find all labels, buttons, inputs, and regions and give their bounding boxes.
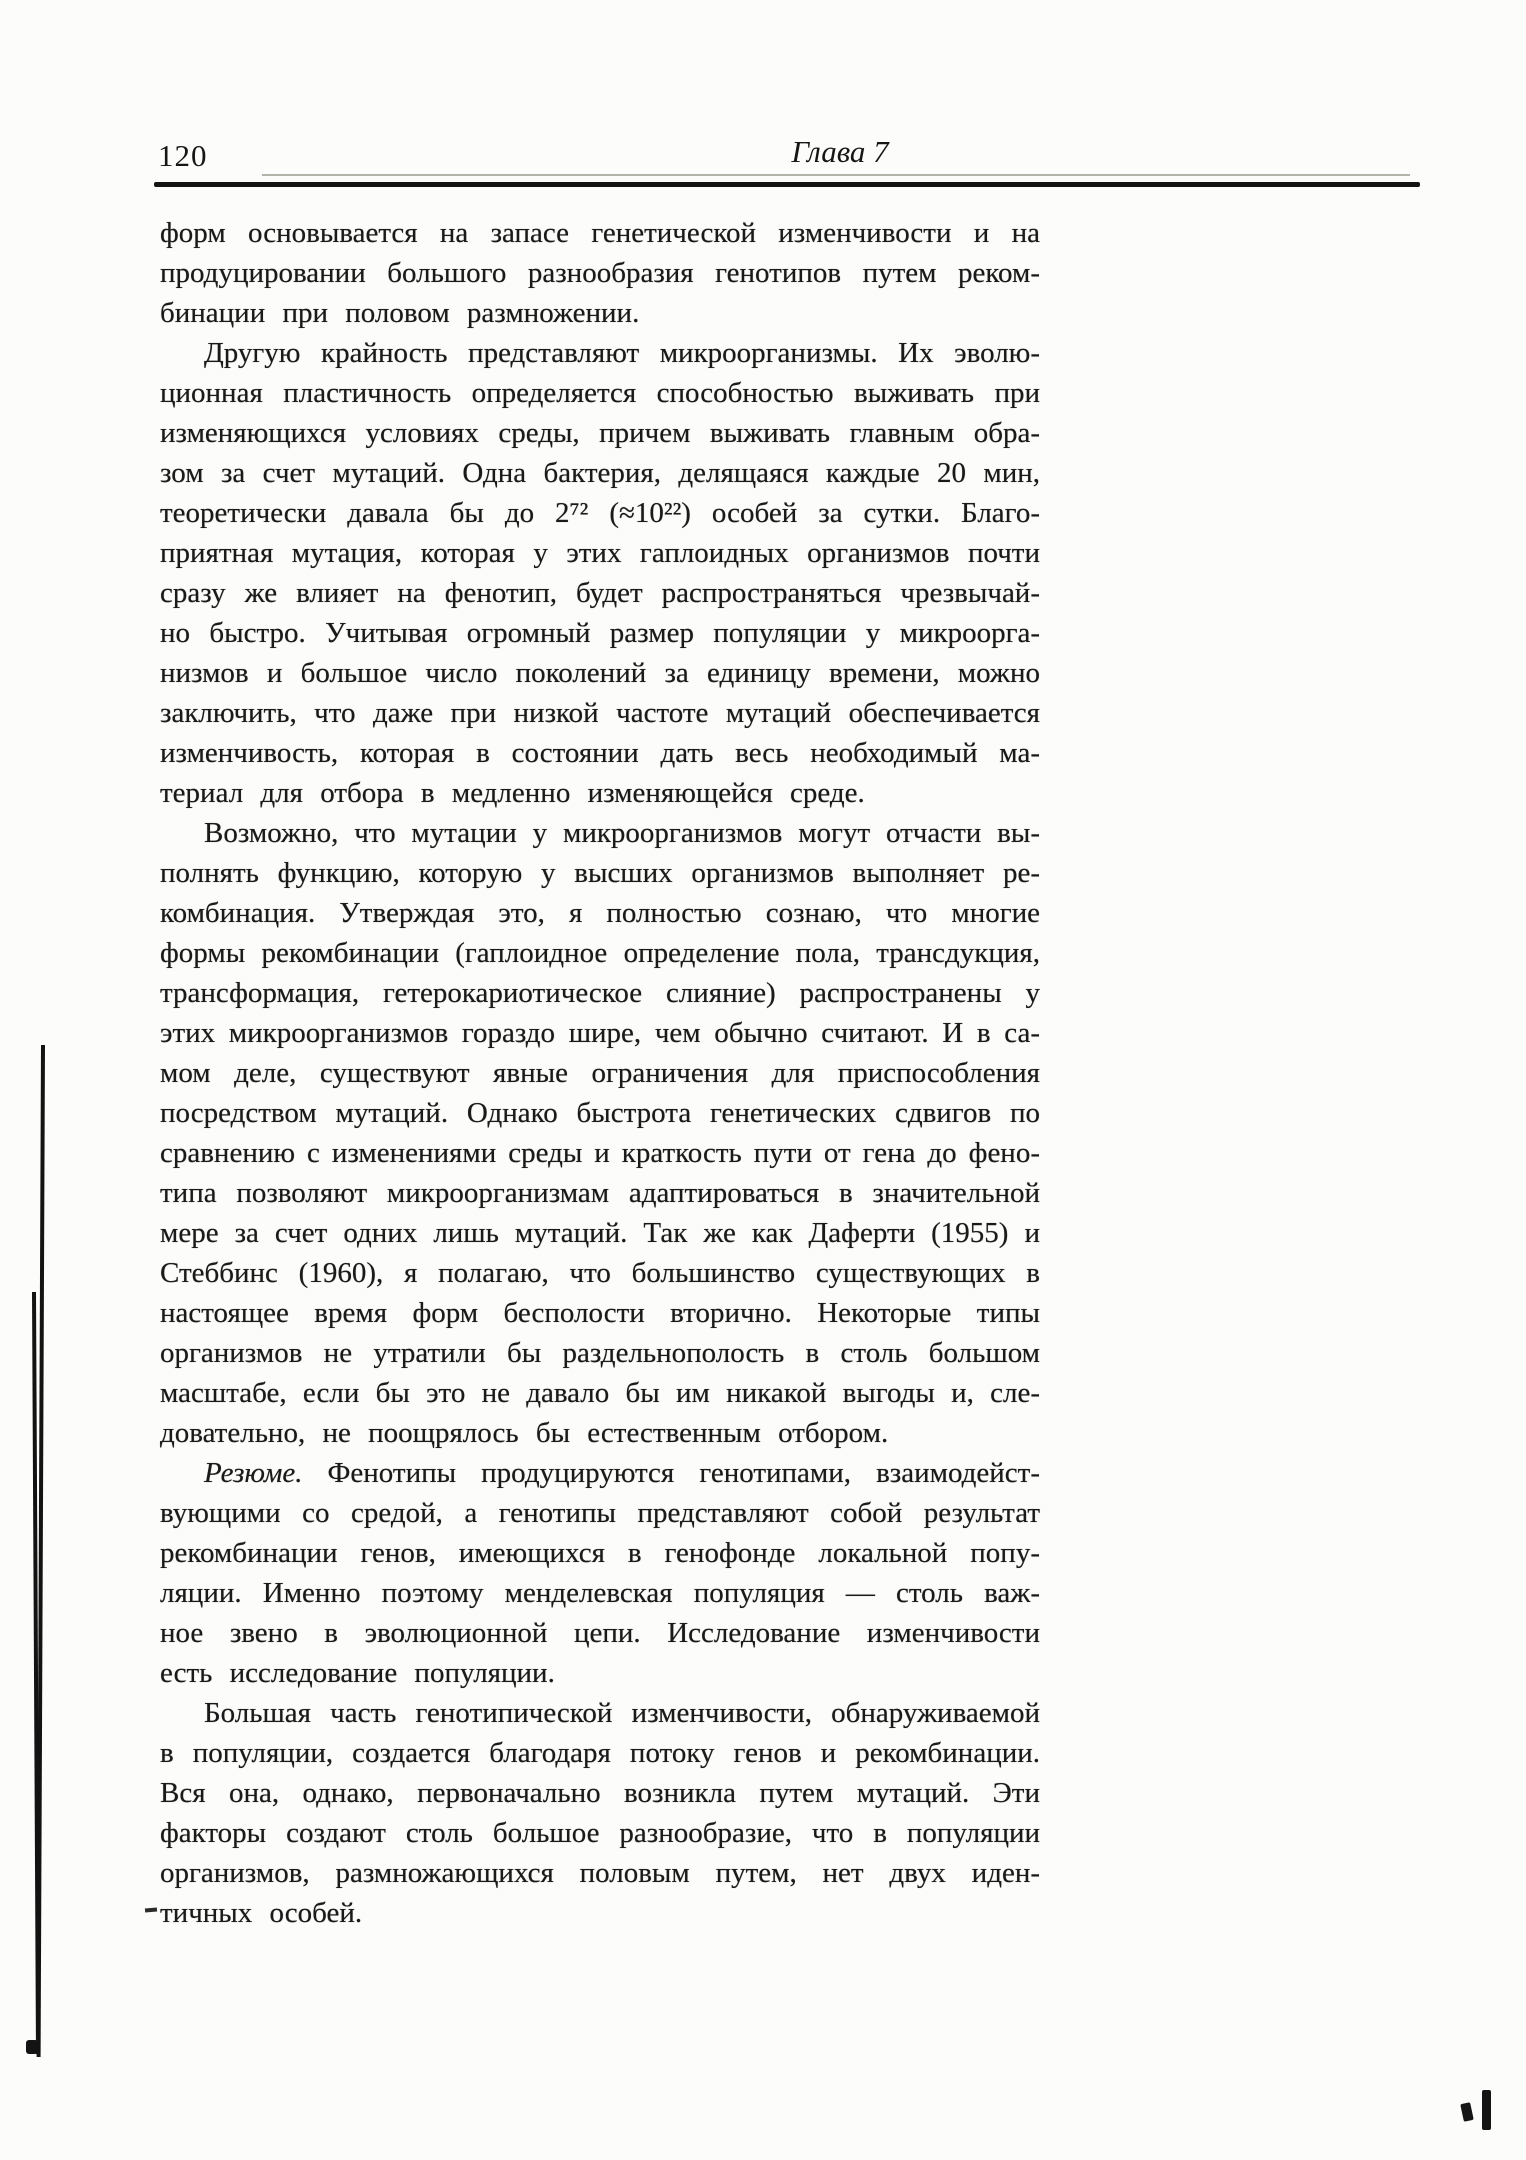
body-line: зом за счет мутаций. Одна бактерия, делящаяся каждые 20 мин, bbox=[160, 457, 1040, 489]
body-line: рекомбинации генов, имеющихся в генофонде локальной попу- bbox=[160, 1537, 1040, 1569]
body-line: приятная мутация, которая у этих гаплоидных организмов почти bbox=[160, 537, 1040, 569]
body-line: но быстро. Учитывая огромный размер популяции у микроорга- bbox=[160, 617, 1040, 649]
body-line: мере за счет одних лишь мутаций. Так же как Даферти (1955) и bbox=[160, 1217, 1040, 1249]
body-line: Большая часть генотипической изменчивости, обнаруживаемой bbox=[204, 1697, 1040, 1729]
body-line: Вся она, однако, первоначально возникла путем мутаций. Эти bbox=[160, 1777, 1040, 1809]
body-line: масштабе, если бы это не давало бы им никакой выгоды и, сле- bbox=[160, 1377, 1040, 1409]
body-line: изменчивость, которая в состоянии дать весь необходимый ма- bbox=[160, 737, 1040, 769]
body-line: продуцировании большого разнообразия генотипов путем реком- bbox=[160, 257, 1040, 289]
body-line: Стеббинс (1960), я полагаю, что большинство существующих в bbox=[160, 1257, 1040, 1289]
body-line: Другую крайность представляют микроорганизмы. Их эволю- bbox=[204, 337, 1040, 369]
body-line: тичных особей. bbox=[160, 1897, 363, 1929]
header-rule bbox=[154, 182, 1420, 187]
body-line: посредством мутаций. Однако быстрота генетических сдвигов по bbox=[160, 1097, 1040, 1129]
header-rule-thin bbox=[262, 174, 1410, 176]
body-line: форм основывается на запасе генетической изменчивости и на bbox=[160, 217, 1040, 249]
body-line: низмов и большое число поколений за единицу времени, можно bbox=[160, 657, 1040, 689]
resume-label: Резюме. bbox=[204, 1457, 303, 1489]
body-line: ное звено в эволюционной цепи. Исследование изменчивости bbox=[160, 1617, 1040, 1649]
body-line: полнять функцию, которую у высших организмов выполняет ре- bbox=[160, 857, 1040, 889]
body-line: вующими со средой, а генотипы представляют собой результат bbox=[160, 1497, 1040, 1529]
page-number: 120 bbox=[158, 138, 208, 173]
body-line: комбинация. Утверждая это, я полностью сознаю, что многие bbox=[160, 897, 1040, 929]
margin-scan-blob bbox=[26, 2040, 38, 2054]
print-dash-artifact bbox=[145, 1907, 157, 1912]
body-line: сравнению с изменениями среды и краткость пути от гена до фено- bbox=[160, 1137, 1040, 1169]
body-line: изменяющихся условиях среды, причем выживать главным обра- bbox=[160, 417, 1040, 449]
body-line: Возможно, что мутации у микроорганизмов могут отчасти вы- bbox=[204, 817, 1040, 849]
body-line: организмов, размножающихся половым путем, нет двух иден- bbox=[160, 1857, 1040, 1889]
body-line: сразу же влияет на фенотип, будет распространяться чрезвычай- bbox=[160, 577, 1040, 609]
body-line: териал для отбора в медленно изменяющейся среде. bbox=[160, 777, 865, 809]
body-line-resume bbox=[160, 1453, 1040, 1493]
body-line: в популяции, создается благодаря потоку генов и рекомбинации. bbox=[160, 1737, 1040, 1769]
body-line: типа позволяют микроорганизмам адаптироваться в значительной bbox=[160, 1177, 1040, 1209]
body-line: этих микроорганизмов гораздо шире, чем обычно считают. И в са- bbox=[160, 1017, 1040, 1049]
body-line: трансформация, гетерокариотическое слияние) распространены у bbox=[160, 977, 1040, 1009]
body-line: теоретически давала бы до 2⁷² (≈10²²) особей за сутки. Благо- bbox=[160, 497, 1040, 529]
body-line: заключить, что даже при низкой частоте мутаций обеспечивается bbox=[160, 697, 1040, 729]
body-line: формы рекомбинации (гаплоидное определение пола, трансдукция, bbox=[160, 937, 1040, 969]
page-body bbox=[160, 213, 1040, 1933]
body-line: настоящее время форм бесполости вторично. Некоторые типы bbox=[160, 1297, 1040, 1329]
body-line: ляции. Именно поэтому менделевская популяция — столь важ- bbox=[160, 1577, 1040, 1609]
body-line: бинации при половом размножении. bbox=[160, 297, 640, 329]
corner-scan-mark bbox=[1482, 2090, 1491, 2130]
body-line: мом деле, существуют явные ограничения для приспособления bbox=[160, 1057, 1040, 1089]
body-line: ционная пластичность определяется способностью выживать при bbox=[160, 377, 1040, 409]
body-line: довательно, не поощрялось бы естественным отбором. bbox=[160, 1417, 889, 1449]
chapter-title: Глава 7 bbox=[791, 134, 889, 169]
body-line: есть исследование популяции. bbox=[160, 1657, 555, 1689]
corner-scan-mark bbox=[1460, 2102, 1474, 2122]
resume-line-text: Фенотипы продуцируются генотипами, взаимодейст- bbox=[302, 1457, 1040, 1489]
body-line: факторы создают столь большое разнообразие, что в популяции bbox=[160, 1817, 1040, 1849]
body-line: организмов не утратили бы раздельнополость в столь большом bbox=[160, 1337, 1040, 1369]
